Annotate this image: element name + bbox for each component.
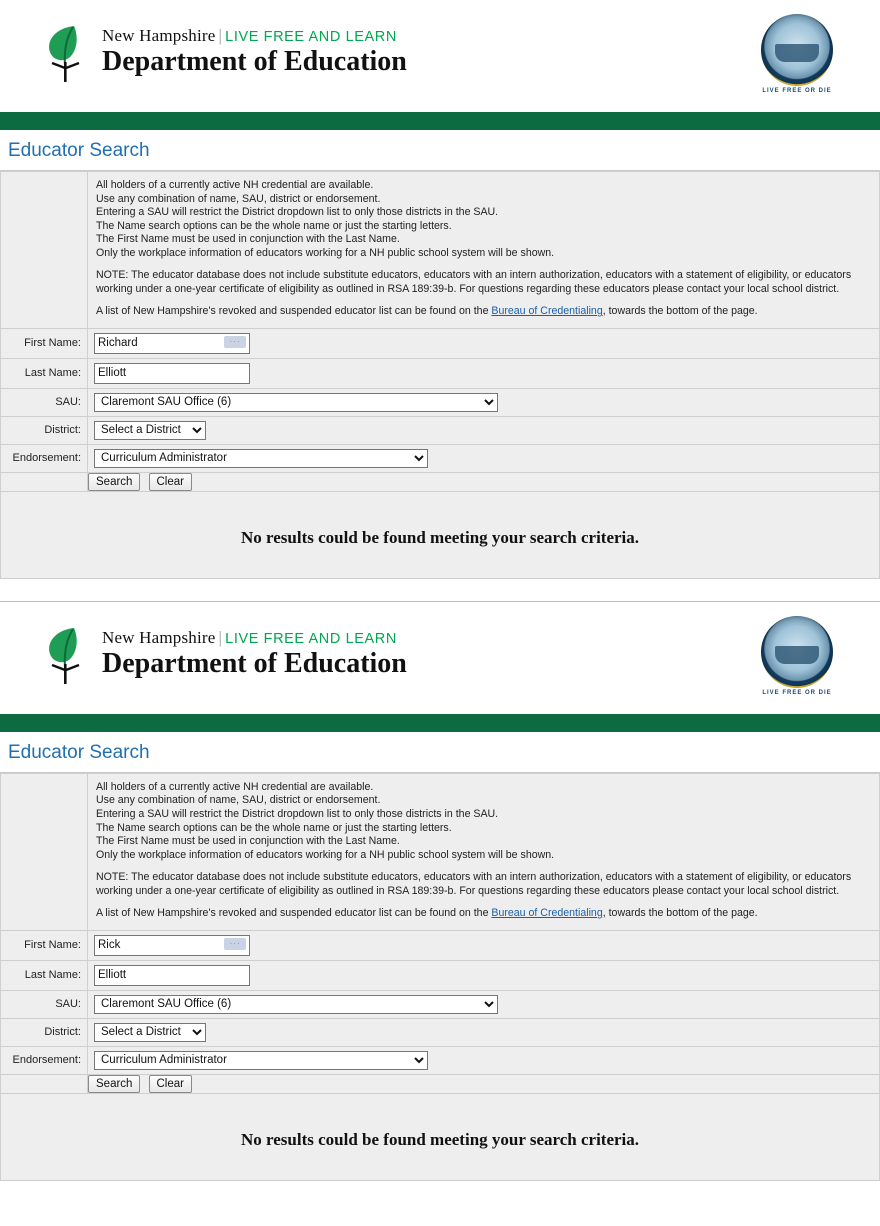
district-label: District:: [1, 416, 88, 444]
screen-top: [0, 0, 880, 602]
search-button-2[interactable]: Search: [88, 1075, 140, 1093]
actions-spacer-cell-2: [1, 1074, 88, 1093]
site-header: [0, 0, 880, 112]
last-name-input[interactable]: [94, 363, 250, 384]
leaf-logo-icon-2: [44, 624, 90, 686]
bureau-of-credentialing-link-2[interactable]: Bureau of Credentialing: [491, 907, 603, 920]
actions-spacer-cell: [1, 472, 88, 491]
clear-button-2[interactable]: Clear: [149, 1075, 192, 1093]
clear-button[interactable]: Clear: [149, 473, 192, 491]
screen-bottom: [0, 602, 880, 1181]
sau-label: SAU:: [1, 388, 88, 416]
last-name-field-cell-2: [88, 960, 880, 990]
logo-tagline-2: LIVE FREE AND LEARN: [225, 630, 397, 647]
info-line-6-2: Only the workplace information of educators working for a NH public school system will be shown.: [96, 848, 555, 861]
autofill-icon-2[interactable]: ···: [224, 938, 246, 950]
actions-row: [1, 472, 880, 491]
revoked-suffix: , towards the bottom of the page.: [602, 305, 758, 318]
results-panel-2: [0, 1094, 880, 1181]
bureau-of-credentialing-link[interactable]: Bureau of Credentialing: [491, 305, 603, 318]
endorsement-row: [1, 444, 880, 472]
logo-department: Department of Education: [102, 46, 407, 77]
site-logo-2[interactable]: [44, 624, 407, 686]
educator-search-form: [0, 171, 880, 492]
state-seal-icon-2: [761, 616, 833, 688]
actions-cell: [88, 472, 880, 491]
first-name-field-cell: [88, 328, 880, 358]
sau-select-2[interactable]: [94, 995, 498, 1014]
search-button[interactable]: Search: [88, 473, 140, 491]
last-name-label-2: Last Name:: [1, 960, 88, 990]
info-spacer-cell-2: [1, 773, 88, 930]
district-select[interactable]: [94, 421, 206, 440]
endorsement-label: Endorsement:: [1, 444, 88, 472]
page-title: Educator Search: [0, 130, 880, 170]
info-line-3: Entering a SAU will restrict the District dropdown list to only those districts in the SAU.: [96, 206, 499, 219]
sau-field-cell: [88, 388, 880, 416]
district-select-2[interactable]: [94, 1023, 206, 1042]
info-row-2: [1, 773, 880, 930]
district-row-2: [1, 1018, 880, 1046]
first-name-row-2: [1, 930, 880, 960]
info-text: [88, 172, 880, 329]
state-seal-icon: [761, 14, 833, 86]
first-name-label: First Name:: [1, 328, 88, 358]
info-revoked-line: [96, 305, 871, 319]
first-name-label-2: First Name:: [1, 930, 88, 960]
info-line-4: The Name search options can be the whole name or just the starting letters.: [96, 219, 452, 232]
logo-tagline: LIVE FREE AND LEARN: [225, 29, 397, 45]
info-line-5: The First Name must be used in conjunction with the Last Name.: [96, 233, 400, 246]
green-divider-bar: [0, 112, 880, 130]
endorsement-select-2[interactable]: [94, 1051, 428, 1070]
state-seal-2: [760, 616, 834, 704]
sau-row-2: [1, 990, 880, 1018]
logo-separator-2: |: [218, 627, 223, 647]
info-line-3-2: Entering a SAU will restrict the District dropdown list to only those districts in the SAU.: [96, 808, 499, 821]
actions-cell-2: [88, 1074, 880, 1093]
revoked-prefix: A list of New Hampshire's revoked and suspended educator list can be found on the: [96, 305, 492, 318]
last-name-field-cell: [88, 358, 880, 388]
info-line-2: Use any combination of name, SAU, district or endorsement.: [96, 192, 381, 205]
info-note: NOTE: The educator database does not include substitute educators, educators with an intern authorization, educators with a statement of eligibility, or educators working under a one-year certificate of eligibility as outlined in RSA 189:39-b. For questions regarding these educators please contact your local school district.: [96, 269, 852, 295]
results-panel: [0, 492, 880, 579]
sau-label-2: SAU:: [1, 990, 88, 1018]
actions-row-2: [1, 1074, 880, 1093]
state-seal: [760, 14, 834, 102]
info-spacer-cell: [1, 172, 88, 329]
logo-state-2: New Hampshire: [102, 627, 216, 647]
logo-separator: |: [218, 26, 223, 45]
educator-search-form-2: [0, 773, 880, 1094]
info-line-5-2: The First Name must be used in conjunction with the Last Name.: [96, 835, 400, 848]
info-row: [1, 172, 880, 329]
sau-row: [1, 388, 880, 416]
endorsement-field-cell-2: [88, 1046, 880, 1074]
endorsement-label-2: Endorsement:: [1, 1046, 88, 1074]
info-revoked-line-2: [96, 907, 871, 921]
info-line-1: All holders of a currently active NH credential are available.: [96, 179, 374, 191]
info-text-2: [88, 773, 880, 930]
district-row: [1, 416, 880, 444]
district-label-2: District:: [1, 1018, 88, 1046]
last-name-row-2: [1, 960, 880, 990]
logo-text-2: [102, 624, 407, 678]
last-name-label: Last Name:: [1, 358, 88, 388]
info-line-6: Only the workplace information of educators working for a NH public school system will be shown.: [96, 246, 555, 259]
first-name-field-cell-2: [88, 930, 880, 960]
no-results-message: No results could be found meeting your search criteria.: [240, 527, 640, 547]
logo-state: New Hampshire: [102, 26, 216, 45]
first-name-input-wrap-2: [94, 935, 250, 956]
endorsement-select[interactable]: [94, 449, 428, 468]
sau-field-cell-2: [88, 990, 880, 1018]
revoked-suffix-2: , towards the bottom of the page.: [602, 907, 758, 920]
first-name-row: [1, 328, 880, 358]
screen-gap: [0, 579, 880, 601]
info-note-2: NOTE: The educator database does not include substitute educators, educators with an intern authorization, educators with a statement of eligibility, or educators working under a one-year certificate of eligibility as outlined in RSA 189:39-b. For questions regarding these educators please contact your local school district.: [96, 871, 852, 897]
last-name-row: [1, 358, 880, 388]
logo-department-2: Department of Education: [102, 647, 407, 679]
district-field-cell: [88, 416, 880, 444]
sau-select[interactable]: [94, 393, 498, 412]
site-logo[interactable]: [44, 22, 407, 84]
info-line-2-2: Use any combination of name, SAU, district or endorsement.: [96, 794, 381, 807]
green-divider-bar-2: [0, 714, 880, 732]
leaf-logo-icon: [44, 22, 90, 84]
endorsement-field-cell: [88, 444, 880, 472]
autofill-icon[interactable]: ···: [224, 336, 246, 348]
info-line-1-2: All holders of a currently active NH credential are available.: [96, 780, 374, 793]
logo-text: [102, 22, 407, 76]
seal-motto-2: LIVE FREE OR DIE: [762, 689, 832, 696]
no-results-message-2: No results could be found meeting your search criteria.: [240, 1129, 640, 1149]
endorsement-row-2: [1, 1046, 880, 1074]
first-name-input-wrap: [94, 333, 250, 354]
revoked-prefix-2: A list of New Hampshire's revoked and suspended educator list can be found on the: [96, 907, 492, 920]
page-title-2: Educator Search: [0, 732, 880, 772]
seal-motto: LIVE FREE OR DIE: [762, 88, 832, 94]
last-name-input-2[interactable]: [94, 965, 250, 986]
info-line-4-2: The Name search options can be the whole name or just the starting letters.: [96, 821, 452, 834]
district-field-cell-2: [88, 1018, 880, 1046]
site-header-2: [0, 602, 880, 714]
